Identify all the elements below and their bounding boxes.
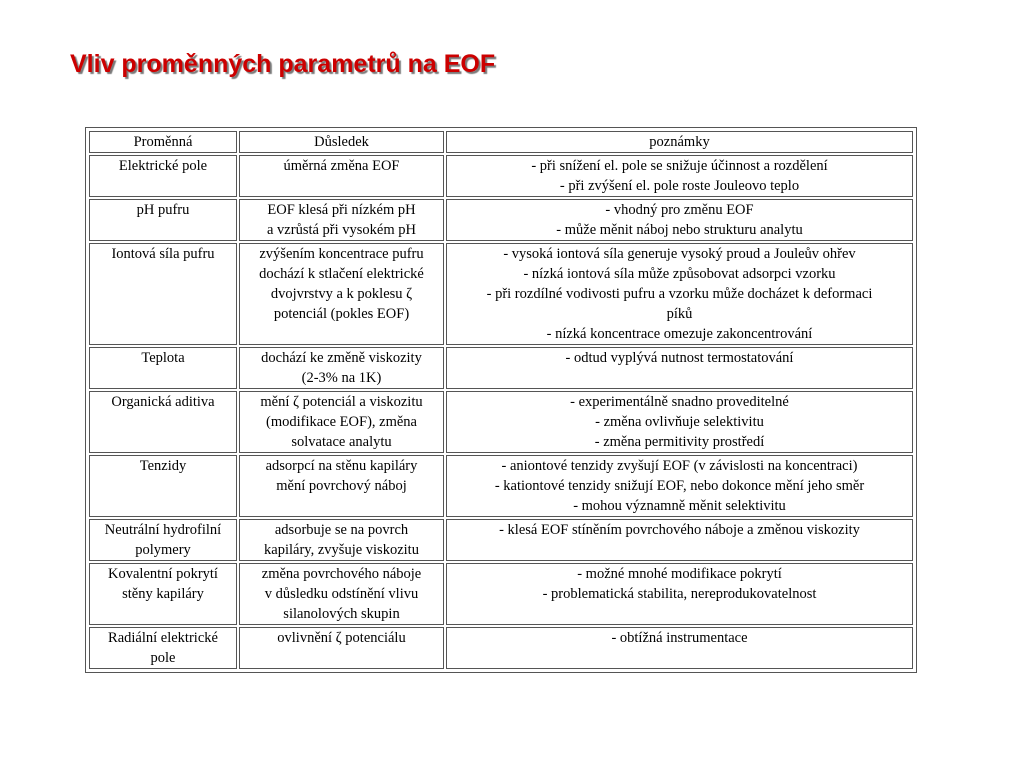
cell-variable <box>89 563 237 625</box>
slide-title: Vliv proměnných parametrů na EOF <box>70 50 496 78</box>
cell-variable <box>89 519 237 561</box>
cell-variable <box>89 455 237 517</box>
cell-notes <box>446 563 913 625</box>
cell-notes-line: - experimentálně snadno proveditelné <box>570 394 789 410</box>
cell-consequence-line: mění ζ potenciál a viskozitu <box>260 394 423 410</box>
cell-notes-line: - může měnit náboj nebo strukturu analytu <box>556 222 803 238</box>
cell-consequence-line: zvýšením koncentrace pufru <box>259 246 424 262</box>
cell-notes <box>446 199 913 241</box>
cell-notes-line: - nízká iontová síla může způsobovat adsorpci vzorku <box>523 266 836 282</box>
table-row <box>89 391 913 453</box>
cell-notes <box>446 347 913 389</box>
cell-notes-line: píků <box>666 306 693 322</box>
cell-variable <box>89 391 237 453</box>
cell-notes-line: - mohou významně měnit selektivitu <box>573 498 786 514</box>
cell-consequence-line: kapiláry, zvyšuje viskozitu <box>264 542 419 558</box>
cell-consequence-line: adsorbuje se na povrch <box>274 522 409 538</box>
cell-consequence-line: EOF klesá při nízkém pH <box>267 202 416 218</box>
table-row <box>89 455 913 517</box>
cell-variable <box>89 155 237 197</box>
table-row <box>89 627 913 669</box>
cell-variable-line: Kovalentní pokrytí <box>108 566 218 582</box>
table-row <box>89 563 913 625</box>
cell-notes-line: - problematická stabilita, nereprodukovatelnost <box>542 586 817 602</box>
cell-variable-line: pole <box>150 650 176 666</box>
cell-notes-line: - změna ovlivňuje selektivitu <box>595 414 764 430</box>
header-consequence: Důsledek <box>239 131 444 153</box>
cell-variable-line: Iontová síla pufru <box>111 246 215 262</box>
cell-notes <box>446 519 913 561</box>
cell-consequence-line: dvojvrstvy a k poklesu ζ <box>270 286 413 302</box>
cell-consequence-line: ovlivnění ζ potenciálu <box>277 630 406 646</box>
cell-variable-line: Teplota <box>141 350 185 366</box>
cell-notes <box>446 155 913 197</box>
cell-consequence-line: solvatace analytu <box>291 434 392 450</box>
table-row <box>89 347 913 389</box>
cell-variable-line: stěny kapiláry <box>122 586 204 602</box>
cell-consequence-line: dochází k stlačení elektrické <box>259 266 424 282</box>
table-row <box>89 243 913 345</box>
cell-consequence-line: v důsledku odstínění vlivu <box>264 586 419 602</box>
table-row <box>89 155 913 197</box>
cell-variable-line: pH pufru <box>136 202 190 218</box>
cell-variable <box>89 627 237 669</box>
cell-variable-line: polymery <box>135 542 191 558</box>
cell-variable <box>89 199 237 241</box>
cell-consequence-line: (modifikace EOF), změna <box>266 414 417 430</box>
cell-notes-line: - při rozdílné vodivosti pufru a vzorku může docházet k deformaci <box>486 286 873 302</box>
cell-consequence-line: (2-3% na 1K) <box>301 370 382 386</box>
cell-consequence <box>239 391 444 453</box>
cell-consequence-line: a vzrůstá při vysokém pH <box>267 222 416 238</box>
cell-consequence <box>239 519 444 561</box>
header-variable: Proměnná <box>89 131 237 153</box>
cell-variable <box>89 243 237 345</box>
cell-notes-line: - změna permitivity prostředí <box>594 434 765 450</box>
cell-consequence-line: změna povrchového náboje <box>261 566 422 582</box>
cell-consequence-line: mění povrchový náboj <box>276 478 407 494</box>
cell-consequence-line: silanolových skupin <box>283 606 400 622</box>
cell-variable-line: Organická aditiva <box>111 394 215 410</box>
cell-variable-line: Neutrální hydrofilní <box>104 522 222 538</box>
parameters-table <box>85 127 917 673</box>
cell-notes <box>446 455 913 517</box>
cell-notes-line: - klesá EOF stíněním povrchového náboje a změnou viskozity <box>499 522 860 538</box>
cell-consequence-line: adsorpcí na stěnu kapiláry <box>265 458 418 474</box>
cell-notes-line: - možné mnohé modifikace pokrytí <box>577 566 782 582</box>
cell-notes <box>446 243 913 345</box>
cell-notes-line: - vhodný pro změnu EOF <box>605 202 754 218</box>
table-header-row <box>89 131 913 153</box>
cell-variable-line: Elektrické pole <box>118 158 208 174</box>
header-notes: poznámky <box>446 131 913 153</box>
cell-notes-line: - vysoká iontová síla generuje vysoký proud a Jouleův ohřev <box>503 246 856 262</box>
cell-variable-line: Radiální elektrické <box>108 630 218 646</box>
table-row <box>89 199 913 241</box>
cell-consequence-line: dochází ke změně viskozity <box>261 350 422 366</box>
cell-consequence <box>239 627 444 669</box>
cell-notes-line: - obtížná instrumentace <box>611 630 748 646</box>
cell-consequence-line: potenciál (pokles EOF) <box>273 306 410 322</box>
cell-variable <box>89 347 237 389</box>
cell-consequence <box>239 347 444 389</box>
cell-notes-line: - aniontové tenzidy zvyšují EOF (v závislosti na koncentraci) <box>501 458 858 474</box>
cell-consequence <box>239 243 444 345</box>
cell-notes-line: - kationtové tenzidy snižují EOF, nebo dokonce mění jeho směr <box>494 478 865 494</box>
cell-consequence-line: úměrná změna EOF <box>283 158 400 174</box>
cell-notes-line: - při zvýšení el. pole roste Jouleovo teplo <box>559 178 800 194</box>
cell-variable-line: Tenzidy <box>139 458 187 474</box>
table-row <box>89 519 913 561</box>
cell-notes-line: - odtud vyplývá nutnost termostatování <box>565 350 794 366</box>
cell-consequence <box>239 563 444 625</box>
cell-notes-line: - nízká koncentrace omezuje zakoncentrování <box>546 326 813 342</box>
cell-notes <box>446 627 913 669</box>
cell-notes <box>446 391 913 453</box>
cell-consequence <box>239 455 444 517</box>
cell-consequence <box>239 155 444 197</box>
cell-notes-line: - při snížení el. pole se snižuje účinnost a rozdělení <box>531 158 828 174</box>
cell-consequence <box>239 199 444 241</box>
